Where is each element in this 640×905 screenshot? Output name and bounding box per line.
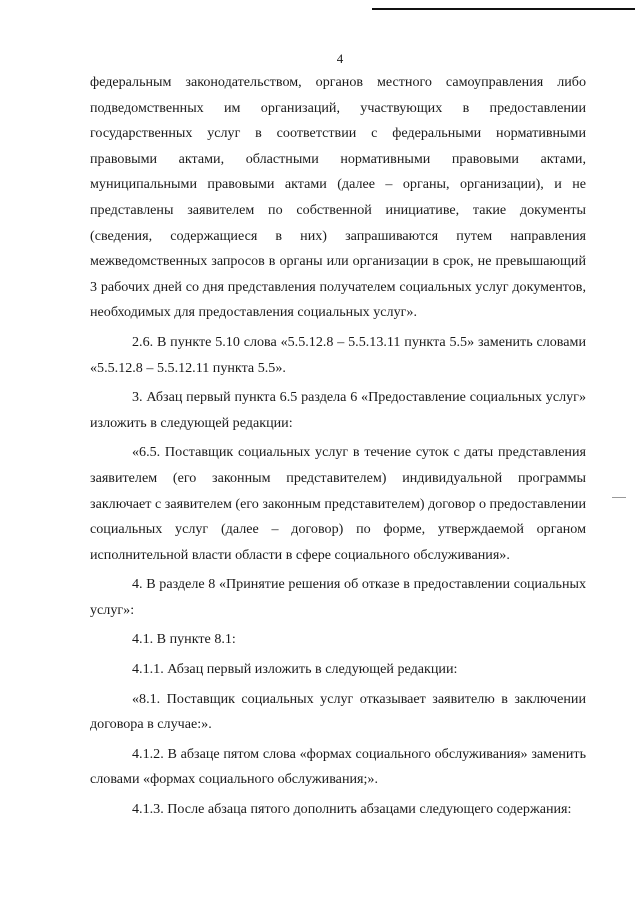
top-rule xyxy=(372,8,635,10)
paragraph: 4.1. В пункте 8.1: xyxy=(132,631,236,648)
paragraph: федеральным законодательством, органов местного самоуправления либо подведомственных им организаций, участвующих в предоставлении государственных услуг в соответствии с федеральными нормативными правовыми актами, областными нормативными правовыми актами, муниципальными правовыми актами (далее – органы, организации), и не представлены заявителем по собственной инициативе, такие документы (сведения, содержащиеся в них) запрашиваются путем направления межведомственных запросов в органы или организации в срок, не превышающий 3 рабочих дней со дня представления получателем социальных услуг документов, необходимых для предоставления социальных услуг». xyxy=(90,74,586,321)
paragraph: 4. В разделе 8 «Принятие решения об отказе в предоставлении социальных услуг»: xyxy=(90,576,586,618)
paragraph: 4.1.2. В абзаце пятом слова «формах социального обслуживания» заменить словами «формах социального обслуживания;». xyxy=(90,745,586,788)
paragraph: 4.1.3. После абзаца пятого дополнить абзацами следующего содержания: xyxy=(132,801,572,818)
paragraph: «8.1. Поставщик социальных услуг отказывает заявителю в заключении договора в случае:». xyxy=(90,690,586,733)
paragraph: 2.6. В пункте 5.10 слова «5.5.12.8 – 5.5.13.11 пункта 5.5» заменить словами «5.5.12.8 – 5.5.12.11 пункта 5.5». xyxy=(90,333,586,376)
paragraph: 4.1.1. Абзац первый изложить в следующей редакции: xyxy=(132,661,458,678)
paragraph: «6.5. Поставщик социальных услуг в течение суток с даты представления заявителем (его законным представителем) индивидуальной программы заключает с заявителем (его законным представителем) договор о предоставлении социальных услуг (далее – договор) по форме, утверждаемой органом исполнительной власти области в сфере социального обслуживания». xyxy=(90,444,586,563)
document-body xyxy=(90,70,586,827)
page-number: 4 xyxy=(336,51,344,66)
margin-mark xyxy=(612,497,626,498)
paragraph: 3. Абзац первый пункта 6.5 раздела 6 «Предоставление социальных услуг» изложить в следующей редакции: xyxy=(90,389,586,431)
